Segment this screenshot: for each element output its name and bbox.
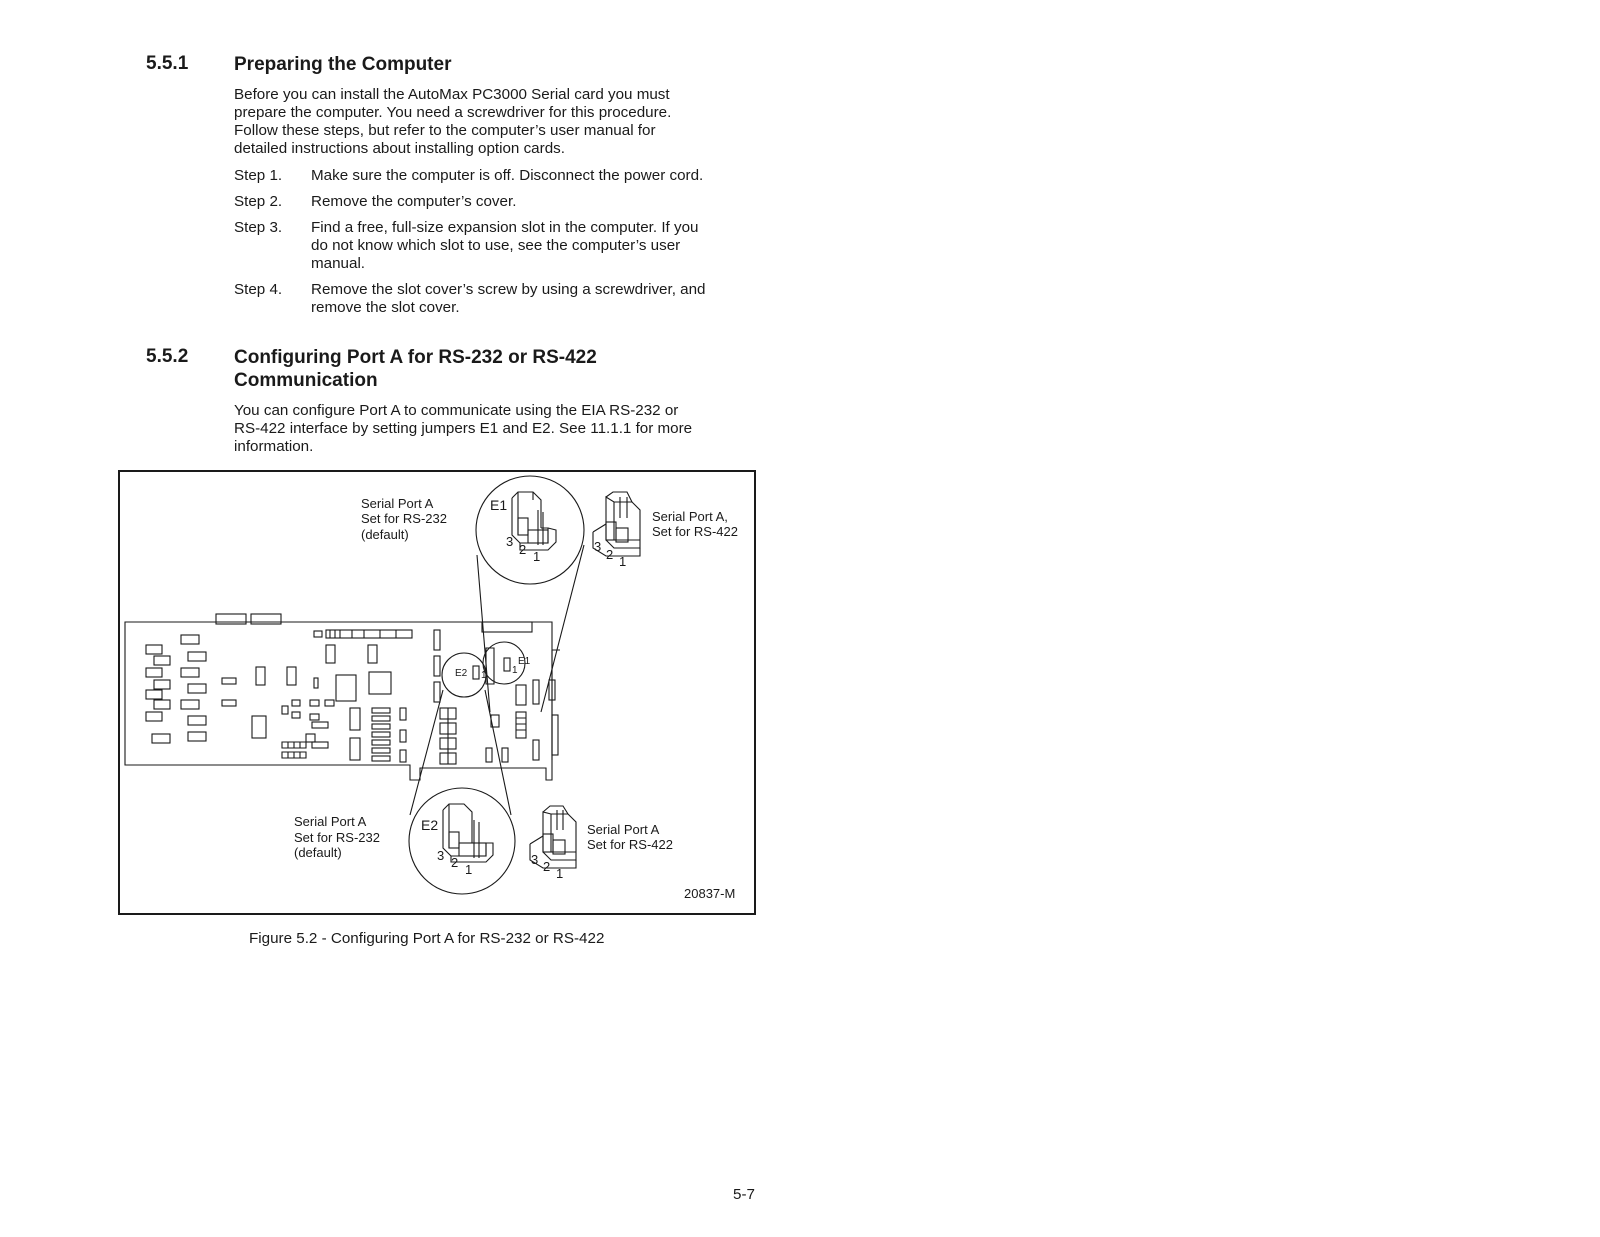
pin-label-1: 1 <box>465 862 473 877</box>
e1-zoom-circle <box>476 476 584 584</box>
top-left-label-line: (default) <box>361 527 409 542</box>
bottom-right-label-line: Set for RS-422 <box>587 837 673 852</box>
bottom-left-label-line: Serial Port A <box>294 814 367 829</box>
figure-frame <box>118 470 756 915</box>
step-line: Remove the computer’s cover. <box>311 193 517 210</box>
title-line: Configuring Port A for RS-232 or RS-422 <box>234 347 597 368</box>
section1-intro <box>234 86 671 158</box>
board-e2-pin: 1 <box>481 670 487 681</box>
pin-label-2: 2 <box>451 855 459 870</box>
step-line: do not know which slot to use, see the computer’s user <box>311 237 681 254</box>
board-e1-label: E1 <box>518 656 531 667</box>
top-right-label-line: Serial Port A, <box>652 509 728 524</box>
intro-line: prepare the computer. You need a screwdriver for this procedure. <box>234 104 672 121</box>
bottom-right-label-line: Serial Port A <box>587 822 660 837</box>
intro-line: Before you can install the AutoMax PC3000 Serial card you must <box>234 86 670 103</box>
step-line: Find a free, full-size expansion slot in the computer. If you <box>311 219 699 236</box>
step-line: manual. <box>311 255 366 272</box>
pin-label-3: 3 <box>437 848 445 863</box>
figure-caption: Figure 5.2 - Configuring Port A for RS-232 or RS-422 <box>249 930 605 947</box>
intro-line: RS-422 interface by setting jumpers E1 and E2. See 11.1.1 for more <box>234 420 693 437</box>
e2-zoom-circle <box>409 788 515 894</box>
board-e1-pin: 1 <box>512 665 518 676</box>
step-line: Make sure the computer is off. Disconnect the power cord. <box>311 167 704 184</box>
pin-label-3: 3 <box>531 852 539 867</box>
pin-label-3: 3 <box>594 539 602 554</box>
step-line: remove the slot cover. <box>311 299 460 316</box>
intro-line: information. <box>234 438 314 455</box>
bottom-left-label-line: Set for RS-232 <box>294 830 380 845</box>
intro-line: Follow these steps, but refer to the computer’s user manual for <box>234 122 656 139</box>
step-2-text <box>311 193 516 211</box>
bottom-left-label-line: (default) <box>294 845 342 860</box>
section-title-configuring <box>234 346 597 392</box>
circuit-board <box>125 614 560 780</box>
section-title-preparing: Preparing the Computer <box>234 54 452 75</box>
intro-line: detailed instructions about installing option cards. <box>234 140 565 157</box>
e1-name: E1 <box>490 497 508 513</box>
e2-name: E2 <box>421 817 439 833</box>
e2-rs422-jumper <box>530 806 576 881</box>
top-left-label-line: Set for RS-232 <box>361 511 447 526</box>
pin-label-2: 2 <box>543 859 551 874</box>
intro-line: You can configure Port A to communicate using the EIA RS-232 or <box>234 402 679 419</box>
jumper-diagram <box>120 472 754 913</box>
step-line: Remove the slot cover’s screw by using a screwdriver, and <box>311 281 706 298</box>
pin-label-1: 1 <box>533 549 541 564</box>
step-2-label: Step 2. <box>234 193 283 210</box>
pin-label-1: 1 <box>619 554 627 569</box>
page-number: 5-7 <box>733 1186 755 1203</box>
board-e2-label: E2 <box>455 668 468 679</box>
step-3-text <box>311 219 698 273</box>
pin-label-2: 2 <box>606 547 614 562</box>
step-1-text <box>311 167 703 185</box>
step-3-label: Step 3. <box>234 219 283 236</box>
step-4-text <box>311 281 705 317</box>
figure-id: 20837-M <box>684 886 736 901</box>
top-right-label-line: Set for RS-422 <box>652 524 738 539</box>
section-number-5-5-1: 5.5.1 <box>146 53 189 74</box>
step-1-label: Step 1. <box>234 167 283 184</box>
e2-leader-lines <box>410 690 511 815</box>
pin-label-2: 2 <box>519 542 527 557</box>
section-number-5-5-2: 5.5.2 <box>146 346 189 367</box>
step-4-label: Step 4. <box>234 281 283 298</box>
section2-intro <box>234 402 692 456</box>
e1-rs422-jumper <box>593 492 640 569</box>
title-line: Communication <box>234 370 378 391</box>
pin-label-3: 3 <box>506 534 514 549</box>
pin-label-1: 1 <box>556 866 564 881</box>
top-left-label-line: Serial Port A <box>361 496 434 511</box>
